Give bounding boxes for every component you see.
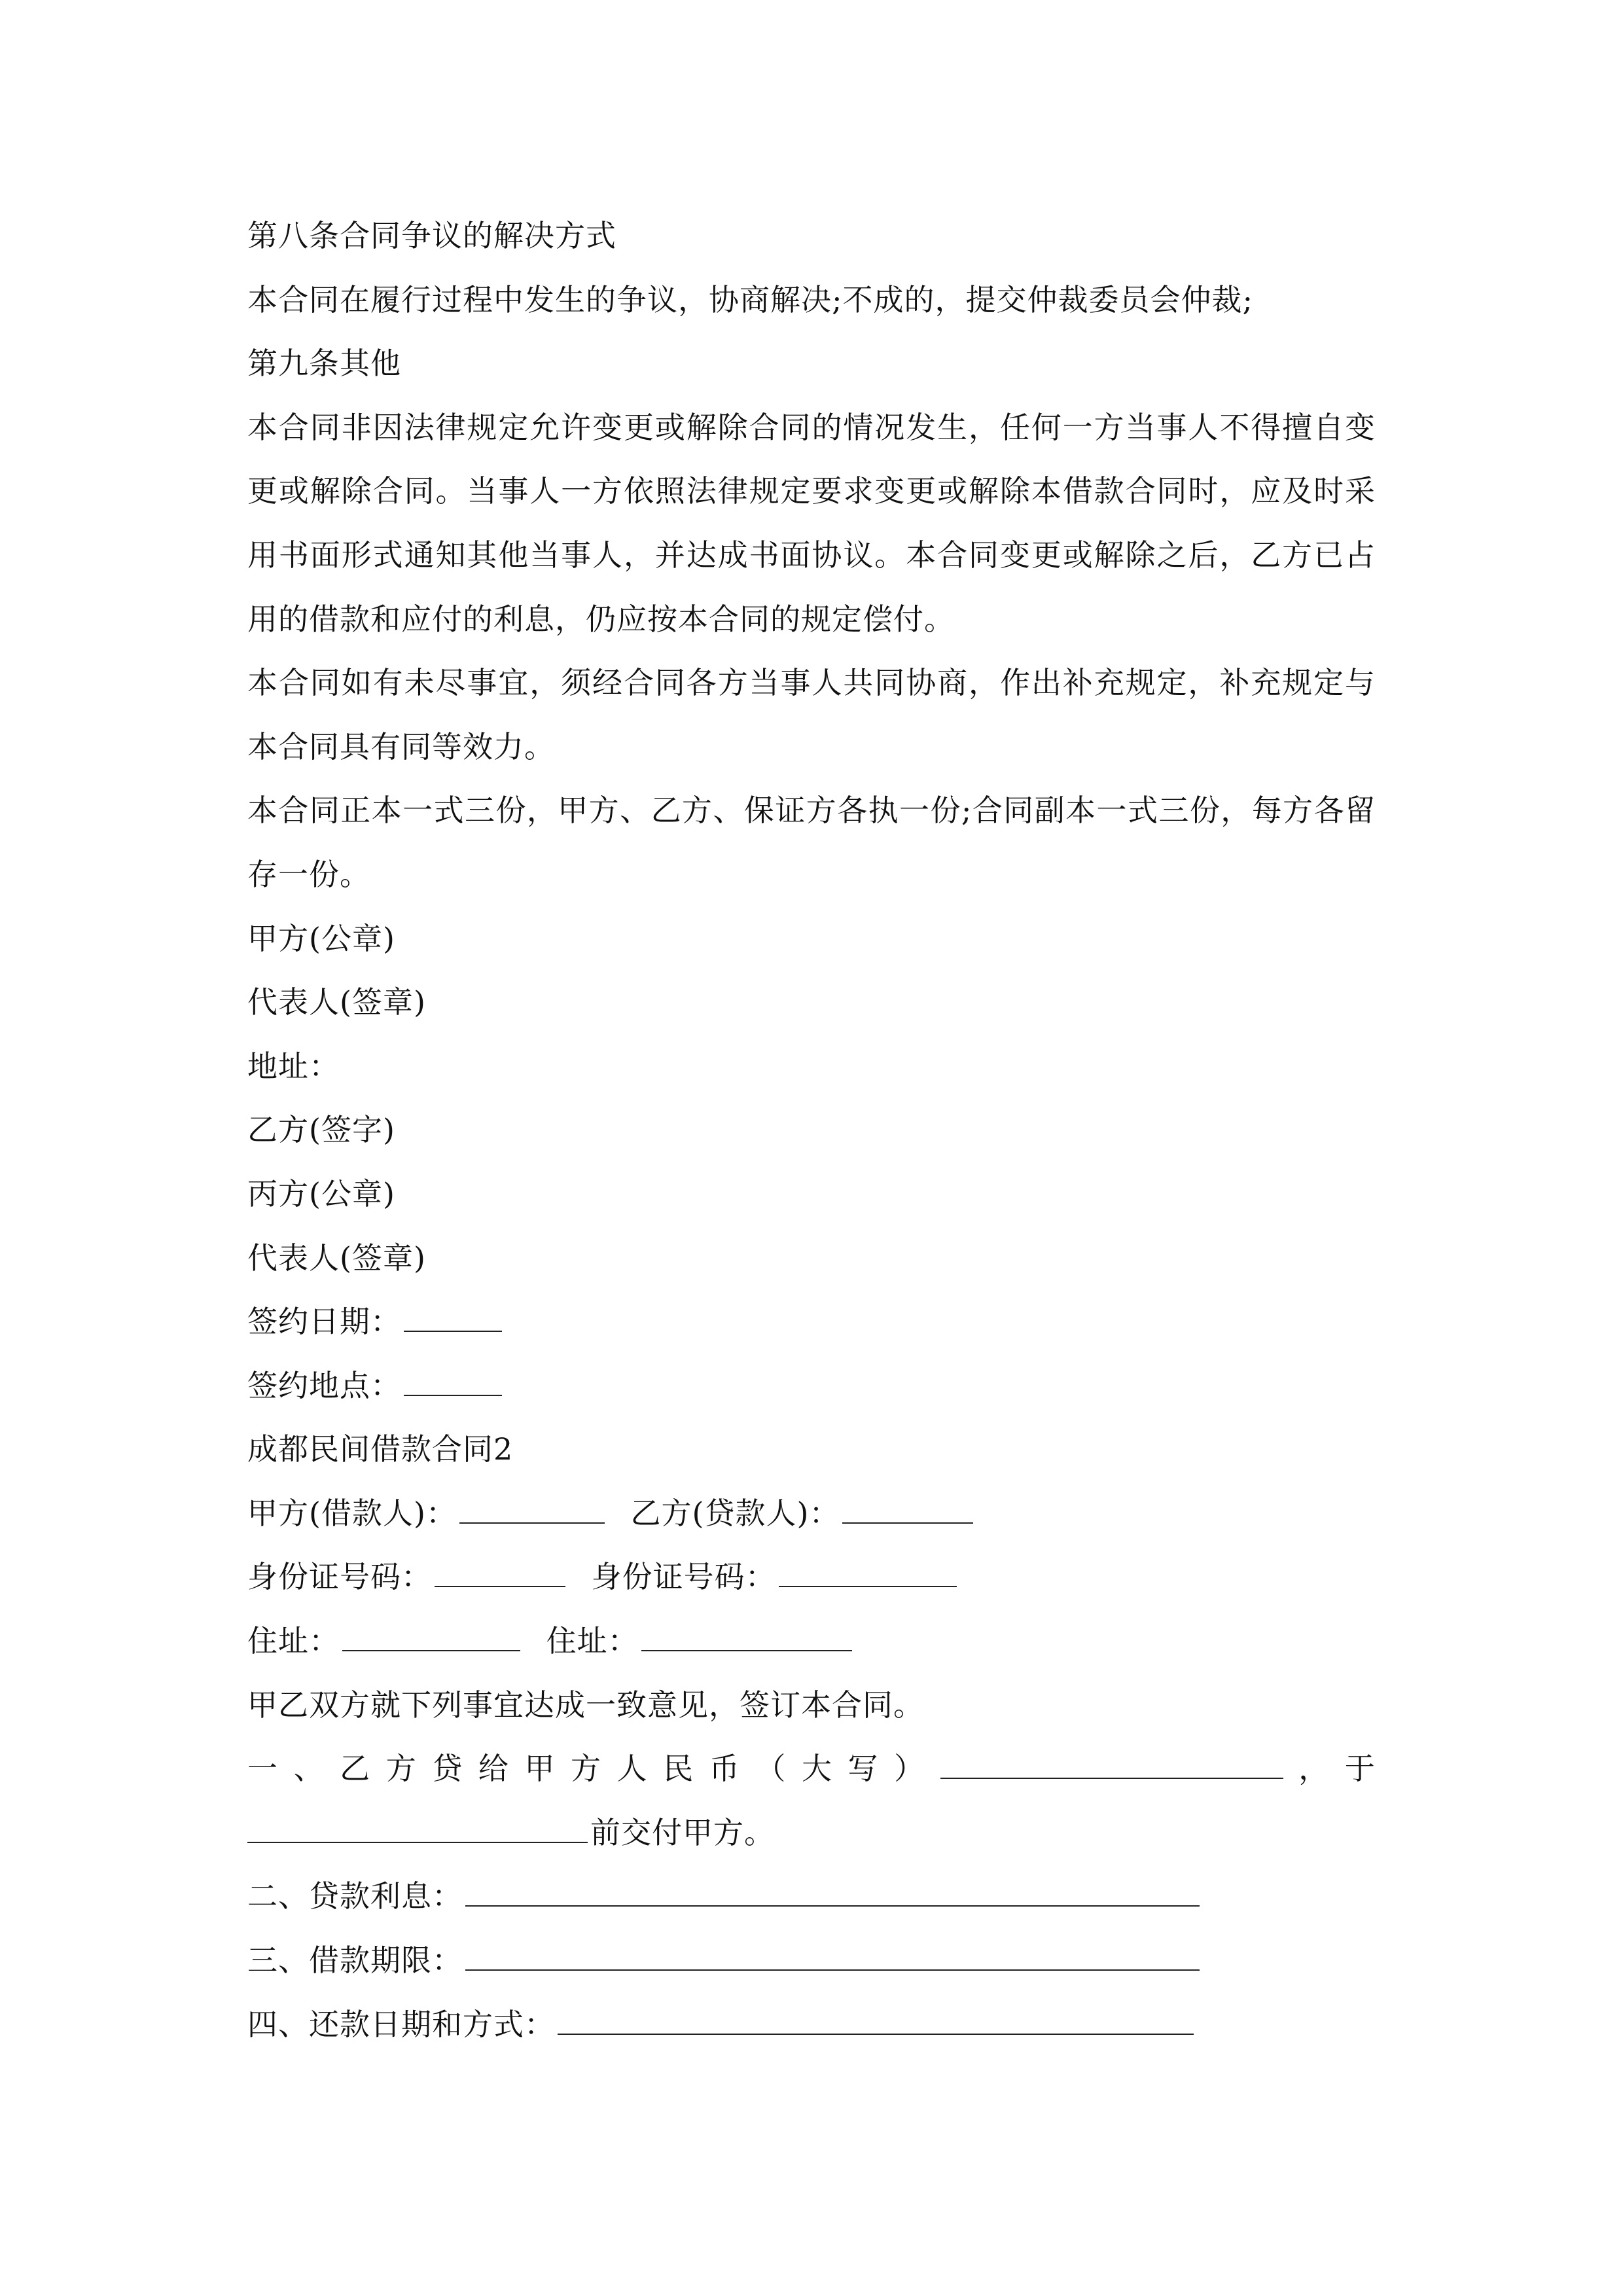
item3-line bbox=[247, 1929, 1376, 1993]
borrower-label: 甲方(借款人)： bbox=[247, 1495, 457, 1531]
item1-char: 一 bbox=[247, 1751, 278, 1787]
id-b-blank[interactable] bbox=[779, 1556, 957, 1587]
item1-char: 大 bbox=[801, 1751, 832, 1787]
party-c-seal: 丙方(公章) bbox=[247, 1175, 395, 1211]
item2-line bbox=[247, 1865, 1376, 1929]
sign-date-label: 签约日期： bbox=[247, 1304, 401, 1340]
interest-blank[interactable] bbox=[465, 1875, 1200, 1907]
item1-char: ） bbox=[894, 1751, 925, 1787]
lender-blank[interactable] bbox=[842, 1492, 973, 1524]
article9-paragraph-3: 本合同正本一式三份，甲方、乙方、保证方各执一份;合同副本一式三份，每方各留存一份。 bbox=[247, 793, 1376, 892]
article8-title: 第八条合同争议的解决方式 bbox=[247, 218, 616, 253]
sign-place-label: 签约地点： bbox=[247, 1367, 401, 1403]
item1-char: （ bbox=[755, 1751, 787, 1787]
item1-char: 方 bbox=[385, 1751, 417, 1787]
item1-tail: 前交付甲方。 bbox=[590, 1814, 775, 1850]
sign-place-blank[interactable] bbox=[404, 1365, 502, 1396]
article9-paragraph-1: 本合同非因法律规定允许变更或解除合同的情况发生，任何一方当事人不得擅自变更或解除合同。当事人一方依照法律规定要求变更或解除本借款合同时，应及时采用书面形式通知其他当事人，并达成书面协议。本合同变更或解除之后，乙方已占用的借款和应付的利息，仍应按本合同的规定偿付。 bbox=[247, 409, 1376, 637]
item1-char: 乙 bbox=[340, 1751, 371, 1787]
sign-place-line bbox=[247, 1354, 1376, 1418]
address-label: 地址： bbox=[247, 1048, 340, 1084]
item1-line bbox=[247, 1737, 1376, 1801]
delivery-date-blank[interactable] bbox=[247, 1812, 588, 1843]
party-c-representative: 代表人(签章) bbox=[247, 1240, 426, 1276]
party-b-signature: 乙方(签字) bbox=[247, 1112, 395, 1148]
address-b-label: 住址： bbox=[546, 1623, 639, 1659]
article9-title: 第九条其他 bbox=[247, 346, 401, 382]
party-a-representative: 代表人(签章) bbox=[247, 984, 426, 1020]
borrower-blank[interactable] bbox=[459, 1492, 605, 1524]
id-a-blank[interactable] bbox=[435, 1556, 565, 1587]
item1-char: 币 bbox=[709, 1751, 740, 1787]
parties-line bbox=[247, 1482, 1376, 1546]
item4-label: 四、还款日期和方式： bbox=[247, 2006, 555, 2042]
item1-char: 贷 bbox=[432, 1751, 463, 1787]
address-a-label: 住址： bbox=[247, 1623, 340, 1659]
item3-label: 三、借款期限： bbox=[247, 1943, 463, 1979]
address-a-blank[interactable] bbox=[342, 1620, 520, 1651]
sign-date-blank[interactable] bbox=[404, 1300, 502, 1332]
contract2-intro: 甲乙双方就下列事宜达成一致意见，签订本合同。 bbox=[247, 1687, 924, 1723]
item1-char: 写 bbox=[847, 1751, 879, 1787]
contract2-title: 成都民间借款合同2 bbox=[247, 1431, 514, 1467]
id-b-label: 身份证号码： bbox=[591, 1559, 776, 1595]
item1-char: 方 bbox=[571, 1751, 602, 1787]
term-blank[interactable] bbox=[465, 1939, 1200, 1971]
item1-char: 甲 bbox=[524, 1751, 556, 1787]
party-a-seal: 甲方(公章) bbox=[247, 920, 395, 956]
item1-char: 给 bbox=[478, 1751, 509, 1787]
item1-char: 人 bbox=[616, 1751, 648, 1787]
address-b-blank[interactable] bbox=[641, 1620, 852, 1651]
article9-paragraph-2: 本合同如有未尽事宜，须经合同各方当事人共同协商，作出补充规定，补充规定与本合同具有同等效力。 bbox=[247, 665, 1376, 764]
loan-amount-blank[interactable] bbox=[940, 1748, 1283, 1779]
item1-comma: ， bbox=[1298, 1751, 1330, 1787]
item1-char: 民 bbox=[663, 1751, 694, 1787]
item1-continuation bbox=[247, 1801, 1376, 1865]
item2-label: 二、贷款利息： bbox=[247, 1878, 463, 1914]
item4-line bbox=[247, 1993, 1376, 2057]
sign-date-line bbox=[247, 1290, 1376, 1354]
repayment-blank[interactable] bbox=[558, 2003, 1194, 2035]
item1-char: 、 bbox=[293, 1751, 325, 1787]
item1-yu: 于 bbox=[1344, 1751, 1376, 1787]
article8-text: 本合同在履行过程中发生的争议，协商解决;不成的，提交仲裁委员会仲裁; bbox=[247, 281, 1253, 317]
lender-label: 乙方(贷款人)： bbox=[630, 1495, 840, 1531]
address-line bbox=[247, 1609, 1376, 1674]
document-page bbox=[247, 204, 1376, 2056]
id-line bbox=[247, 1545, 1376, 1609]
id-a-label: 身份证号码： bbox=[247, 1559, 432, 1595]
